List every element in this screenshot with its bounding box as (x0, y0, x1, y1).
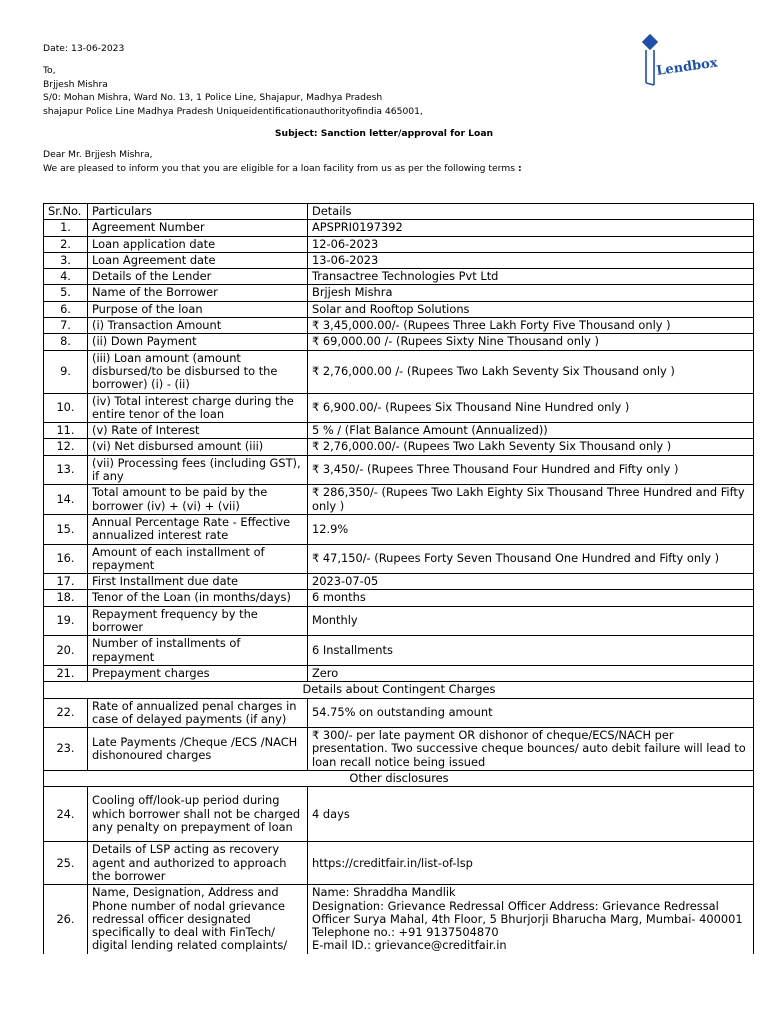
row-particular: (vii) Processing fees (including GST), if any (88, 455, 308, 485)
header-details: Details (308, 204, 754, 220)
row-particular: Prepayment charges (88, 665, 308, 681)
table-header-row (44, 204, 754, 220)
row-particular: Loan application date (88, 236, 308, 252)
row-number: 6. (44, 301, 88, 317)
table-row (44, 698, 754, 728)
table-row (44, 334, 754, 350)
table-row (44, 885, 754, 954)
recipient-address (43, 64, 423, 119)
table-row (44, 439, 754, 455)
row-detail: ₹ 300/- per late payment OR dishonor of cheque/ECS/NACH per presentation. Two successive cheque bounces/ auto debit failure will lead to loan recall notice being issued (308, 728, 754, 771)
row-particular: Cooling off/look-up period during which borrower shall not be charged any penalty on prepayment of loan (88, 787, 308, 842)
row-number: 17. (44, 574, 88, 590)
table-row (44, 665, 754, 681)
row-number: 2. (44, 236, 88, 252)
row-number: 16. (44, 544, 88, 574)
row-detail: ₹ 3,450/- (Rupees Three Thousand Four Hundred and Fifty only ) (308, 455, 754, 485)
row-detail (308, 885, 754, 954)
row-particular: Tenor of the Loan (in months/days) (88, 590, 308, 606)
row-particular: Repayment frequency by the borrower (88, 606, 308, 636)
row-detail: 2023-07-05 (308, 574, 754, 590)
table-row (44, 393, 754, 423)
table-row (44, 236, 754, 252)
row-particular: Amount of each installment of repayment (88, 544, 308, 574)
lendbox-logo-icon (640, 33, 719, 89)
grievance-officer-line: Name: Shraddha Mandlik (312, 885, 456, 900)
row-particular: Total amount to be paid by the borrower (iv) + (vi) + (vii) (88, 485, 308, 515)
row-detail: ₹ 69,000.00 /- (Rupees Sixty Nine Thousand only ) (308, 334, 754, 350)
row-number: 20. (44, 636, 88, 666)
address-line: Brjjesh Mishra (43, 78, 108, 90)
table-row (44, 252, 754, 268)
row-detail: ₹ 286,350/- (Rupees Two Lakh Eighty Six Thousand Three Hundred and Fifty only ) (308, 485, 754, 515)
table-row (44, 787, 754, 842)
row-detail: 6 Installments (308, 636, 754, 666)
table-row (44, 455, 754, 485)
row-particular: (i) Transaction Amount (88, 318, 308, 334)
row-detail: 6 months (308, 590, 754, 606)
intro-text (43, 162, 522, 176)
row-detail: 4 days (308, 787, 754, 842)
table-row (44, 606, 754, 636)
row-number: 22. (44, 698, 88, 728)
row-particular: Late Payments /Cheque /ECS /NACH dishonoured charges (88, 728, 308, 771)
grievance-officer-line: Telephone no.: +91 9137504870 (312, 925, 499, 940)
row-particular: (ii) Down Payment (88, 334, 308, 350)
grievance-officer-line: Designation: Grievance Redressal Officer Address: Grievance Redressal Officer Surya Mahal, 4th Floor, 5 Bhurjorji Bharucha Marg, Mumbai- 400001 (312, 898, 743, 926)
row-number: 26. (44, 885, 88, 954)
header-particulars: Particulars (88, 204, 308, 220)
row-particular: (iv) Total interest charge during the entire tenor of the loan (88, 393, 308, 423)
row-number: 18. (44, 590, 88, 606)
row-detail: APSPRI0197392 (308, 220, 754, 236)
table-row (44, 636, 754, 666)
row-particular: Rate of annualized penal charges in case of delayed payments (if any) (88, 698, 308, 728)
table-row (44, 318, 754, 334)
row-number: 10. (44, 393, 88, 423)
row-number: 12. (44, 439, 88, 455)
row-number: 24. (44, 787, 88, 842)
row-particular: Details of the Lender (88, 269, 308, 285)
row-number: 8. (44, 334, 88, 350)
row-number: 25. (44, 842, 88, 885)
row-detail: ₹ 3,45,000.00/- (Rupees Three Lakh Forty Five Thousand only ) (308, 318, 754, 334)
row-detail: Brjjesh Mishra (308, 285, 754, 301)
table-row (44, 350, 754, 393)
table-row (44, 301, 754, 317)
greeting: Dear Mr. Brjjesh Mishra, (43, 149, 153, 160)
row-particular: Purpose of the loan (88, 301, 308, 317)
lendbox-logo-text: Lendbox (655, 55, 719, 79)
row-number: 1. (44, 220, 88, 236)
row-detail: Zero (308, 665, 754, 681)
section-row (44, 770, 754, 786)
section-other-disclosures: Other disclosures (44, 770, 754, 786)
row-number: 7. (44, 318, 88, 334)
row-detail: 13-06-2023 (308, 252, 754, 268)
lendbox-logo (640, 33, 719, 89)
row-particular: Number of installments of repayment (88, 636, 308, 666)
address-line: To, (43, 65, 56, 76)
row-particular: Name of the Borrower (88, 285, 308, 301)
intro-text-body: We are pleased to inform you that you are eligible for a loan facility from us as per the following terms (43, 163, 518, 174)
row-particular: First Installment due date (88, 574, 308, 590)
loan-terms-table (43, 203, 754, 954)
table-row (44, 544, 754, 574)
row-number: 15. (44, 514, 88, 544)
table-row (44, 220, 754, 236)
row-particular: (vi) Net disbursed amount (iii) (88, 439, 308, 455)
row-particular: (iii) Loan amount (amount disbursed/to be disbursed to the borrower) (i) - (ii) (88, 350, 308, 393)
row-detail: ₹ 2,76,000.00 /- (Rupees Two Lakh Seventy Six Thousand only ) (308, 350, 754, 393)
row-detail: 5 % / (Flat Balance Amount (Annualized)) (308, 423, 754, 439)
row-particular: Name, Designation, Address and Phone number of nodal grievance redressal officer designated specifically to deal with FinTech/ digital lending related complaints/ (88, 885, 308, 954)
row-number: 13. (44, 455, 88, 485)
loan-terms-table-body (44, 204, 754, 954)
row-detail: Solar and Rooftop Solutions (308, 301, 754, 317)
row-number: 3. (44, 252, 88, 268)
letter-date: Date: 13-06-2023 (43, 43, 125, 54)
row-detail: Monthly (308, 606, 754, 636)
intro-colon: : (517, 163, 522, 174)
header-sr-no: Sr.No. (44, 204, 88, 220)
row-detail: ₹ 2,76,000.00/- (Rupees Two Lakh Seventy Six Thousand only ) (308, 439, 754, 455)
table-row (44, 728, 754, 771)
row-number: 21. (44, 665, 88, 681)
address-line: S/0: Mohan Mishra, Ward No. 13, 1 Police Line, Shajapur, Madhya Pradesh (43, 92, 383, 104)
row-number: 9. (44, 350, 88, 393)
table-row (44, 574, 754, 590)
table-row (44, 285, 754, 301)
row-detail: ₹ 6,900.00/- (Rupees Six Thousand Nine Hundred only ) (308, 393, 754, 423)
section-contingent-charges: Details about Contingent Charges (44, 682, 754, 698)
row-number: 23. (44, 728, 88, 771)
table-row (44, 423, 754, 439)
row-detail: 12.9% (308, 514, 754, 544)
row-particular: Agreement Number (88, 220, 308, 236)
row-number: 19. (44, 606, 88, 636)
address-line: shajapur Police Line Madhya Pradesh Uniqueidentificationauthorityofindia 465001, (43, 106, 423, 118)
letter-subject: Subject: Sanction letter/approval for Loan (274, 128, 494, 139)
row-number: 14. (44, 485, 88, 515)
table-row (44, 842, 754, 885)
row-detail: 12-06-2023 (308, 236, 754, 252)
row-particular: Details of LSP acting as recovery agent and authorized to approach the borrower (88, 842, 308, 885)
row-number: 4. (44, 269, 88, 285)
row-number: 5. (44, 285, 88, 301)
row-detail: https://creditfair.in/list-of-lsp (308, 842, 754, 885)
section-row (44, 682, 754, 698)
table-row (44, 514, 754, 544)
table-row (44, 269, 754, 285)
grievance-officer-line: E-mail ID.: grievance@creditfair.in (312, 938, 507, 953)
row-particular: (v) Rate of Interest (88, 423, 308, 439)
table-row (44, 485, 754, 515)
row-detail: ₹ 47,150/- (Rupees Forty Seven Thousand One Hundred and Fifty only ) (308, 544, 754, 574)
letter-greeting-block (43, 148, 522, 176)
row-detail: Transactree Technologies Pvt Ltd (308, 269, 754, 285)
row-detail: 54.75% on outstanding amount (308, 698, 754, 728)
table-row (44, 590, 754, 606)
row-particular: Loan Agreement date (88, 252, 308, 268)
row-number: 11. (44, 423, 88, 439)
row-particular: Annual Percentage Rate - Effective annualized interest rate (88, 514, 308, 544)
